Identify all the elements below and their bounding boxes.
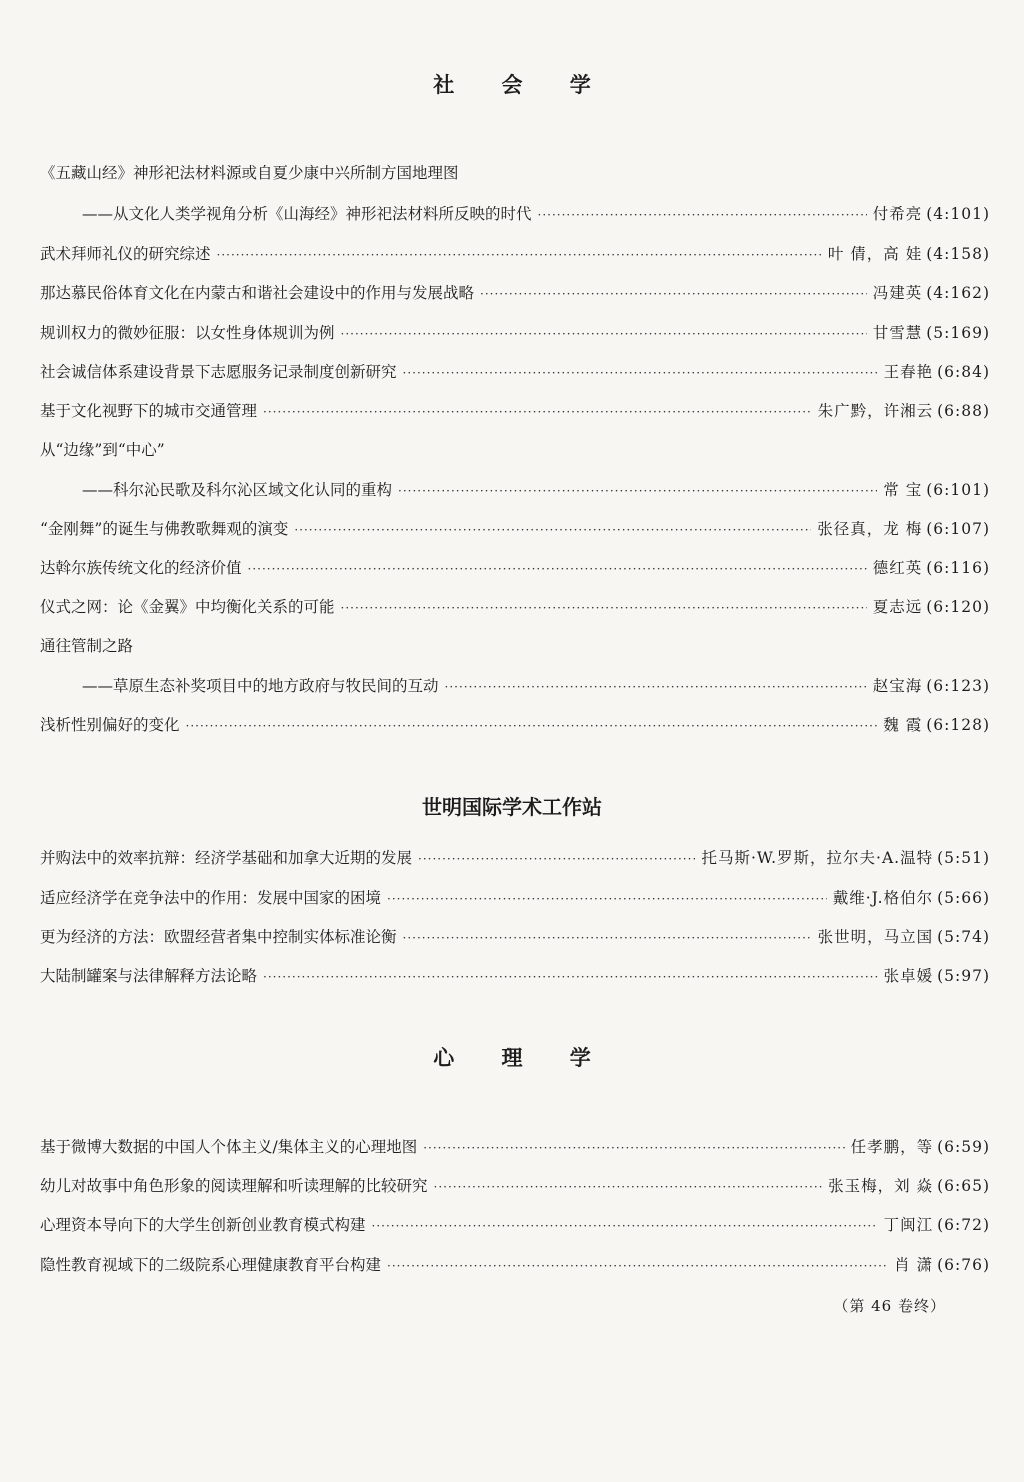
entry-author: 朱广黔，许湘云	[817, 402, 934, 420]
entry-title: 那达慕民俗体育文化在内蒙古和谐社会建设中的作用与发展战略	[40, 284, 475, 302]
entry-title: 《五藏山经》神形祀法材料源或自夏少康中兴所制方国地理图	[40, 164, 459, 182]
entry-author: 冯建英	[872, 284, 923, 302]
toc-entry	[40, 885, 990, 911]
entry-ref: (5:169)	[926, 324, 990, 342]
entry-author: 王春艳	[883, 363, 934, 381]
entry-title: 幼儿对故事中角色形象的阅读理解和听读理解的比较研究	[40, 1177, 428, 1195]
leader-dots	[263, 399, 812, 425]
leader-dots	[387, 886, 827, 912]
entry-title: “金刚舞”的诞生与佛教歌舞观的演变	[40, 520, 289, 538]
entry-title: 大陆制罐案与法律解释方法论略	[40, 967, 258, 985]
leader-dots	[480, 281, 867, 307]
entry-author: 常 宝	[883, 481, 923, 499]
entry-ref: (6:76)	[937, 1256, 990, 1274]
leader-dots	[403, 360, 878, 386]
toc-entry	[40, 398, 990, 424]
leader-dots	[538, 202, 867, 228]
section-heading-shiming: 世明国际学术工作站	[422, 795, 602, 819]
entry-title: 规训权力的微妙征服：以女性身体规训为例	[40, 324, 335, 342]
entry-author: 张世明，马立国	[817, 928, 934, 946]
entry-title: 心理资本导向下的大学生创新创业教育模式构建	[40, 1216, 366, 1234]
toc-entry	[40, 241, 990, 267]
entry-author: 张径真，龙 梅	[817, 520, 923, 538]
entry-author: 张卓媛	[883, 967, 934, 985]
volume-end-note: （第 46 卷终）	[833, 1297, 946, 1315]
toc-entry	[40, 1252, 990, 1278]
entry-author: 叶 倩，高 娃	[827, 245, 923, 263]
leader-dots	[263, 964, 878, 990]
toc-entry	[40, 712, 990, 738]
leader-dots	[418, 846, 695, 872]
leader-dots	[387, 1253, 888, 1279]
entry-title: 通往管制之路	[40, 637, 134, 655]
entry-ref: (4:158)	[926, 245, 990, 263]
entry-author: 甘雪慧	[872, 324, 923, 342]
toc-entry	[40, 516, 990, 542]
entry-title: 基于文化视野下的城市交通管理	[40, 402, 258, 420]
toc-entry	[82, 477, 990, 503]
entry-ref: (6:65)	[937, 1177, 990, 1195]
entry-ref: (6:59)	[937, 1138, 990, 1156]
toc-entry	[40, 555, 990, 581]
toc-entry	[40, 1212, 990, 1238]
toc-entry	[40, 963, 990, 989]
entry-ref: (5:51)	[937, 849, 990, 867]
entry-title: 更为经济的方法：欧盟经营者集中控制实体标准论衡	[40, 928, 397, 946]
toc-entry	[40, 320, 990, 346]
toc-entry	[40, 1173, 990, 1199]
leader-dots	[186, 713, 878, 739]
entry-author: 托马斯·W.罗斯，拉尔夫·A.温特	[701, 849, 934, 867]
toc-entry	[82, 673, 990, 699]
leader-dots	[294, 517, 811, 543]
entry-ref: (6:120)	[926, 598, 990, 616]
toc-entry	[40, 280, 990, 306]
entry-ref: (4:101)	[926, 205, 990, 223]
entry-ref: (6:72)	[937, 1216, 990, 1234]
entry-ref: (6:116)	[926, 559, 990, 577]
entry-ref: (6:84)	[937, 363, 990, 381]
entry-title: 浅析性别偏好的变化	[40, 716, 180, 734]
entry-title: 隐性教育视域下的二级院系心理健康教育平台构建	[40, 1256, 382, 1274]
leader-dots	[403, 925, 812, 951]
leader-dots	[423, 1135, 844, 1161]
toc-entry	[40, 160, 990, 186]
entry-author: 丁闽江	[883, 1216, 934, 1234]
leader-dots	[341, 595, 867, 621]
entry-title: 仪式之网：论《金翼》中均衡化关系的可能	[40, 598, 335, 616]
entry-ref: (5:97)	[937, 967, 990, 985]
entry-author: 德红英	[872, 559, 923, 577]
entry-title: 社会诚信体系建设背景下志愿服务记录制度创新研究	[40, 363, 397, 381]
toc-entry	[40, 1134, 990, 1160]
toc-entry	[40, 594, 990, 620]
entry-author: 张玉梅，刘 焱	[828, 1177, 934, 1195]
leader-dots	[217, 242, 822, 268]
section-heading-sociology: 社 会 学	[433, 73, 611, 97]
entry-ref: (5:74)	[937, 928, 990, 946]
leader-dots	[248, 556, 867, 582]
entry-ref: (6:101)	[926, 481, 990, 499]
section-heading-psychology: 心 理 学	[433, 1046, 611, 1070]
entry-title: 达斡尔族传统文化的经济价值	[40, 559, 242, 577]
toc-entry	[82, 201, 990, 227]
entry-author: 赵宝海	[872, 677, 923, 695]
leader-dots	[434, 1174, 823, 1200]
entry-author: 戴维·J.格伯尔	[832, 889, 934, 907]
entry-title: ——从文化人类学视角分析《山海经》神形祀法材料所反映的时代	[82, 205, 532, 223]
entry-author: 任孝鹏，等	[850, 1138, 934, 1156]
toc-entry	[40, 845, 990, 871]
entry-ref: (6:123)	[926, 677, 990, 695]
entry-title: ——草原生态补奖项目中的地方政府与牧民间的互动	[82, 677, 439, 695]
toc-entry	[40, 633, 990, 659]
entry-author: 付希亮	[872, 205, 923, 223]
entry-title: 从“边缘”到“中心”	[40, 441, 165, 459]
toc-entry	[40, 924, 990, 950]
toc-entry	[40, 437, 990, 463]
entry-ref: (5:66)	[937, 889, 990, 907]
entry-author: 夏志远	[872, 598, 923, 616]
entry-ref: (6:128)	[926, 716, 990, 734]
entry-ref: (6:107)	[926, 520, 990, 538]
entry-title: 武术拜师礼仪的研究综述	[40, 245, 211, 263]
entry-ref: (4:162)	[926, 284, 990, 302]
leader-dots	[398, 478, 877, 504]
entry-author: 魏 霞	[883, 716, 923, 734]
leader-dots	[341, 321, 867, 347]
entry-author: 肖 潇	[894, 1256, 934, 1274]
entry-title: 适应经济学在竞争法中的作用：发展中国家的困境	[40, 889, 382, 907]
entry-title: 基于微博大数据的中国人个体主义/集体主义的心理地图	[40, 1138, 418, 1156]
leader-dots	[372, 1213, 878, 1239]
entry-title: ——科尔沁民歌及科尔沁区域文化认同的重构	[82, 481, 393, 499]
leader-dots	[445, 674, 867, 700]
toc-entry	[40, 359, 990, 385]
entry-title: 并购法中的效率抗辩：经济学基础和加拿大近期的发展	[40, 849, 413, 867]
entry-ref: (6:88)	[937, 402, 990, 420]
